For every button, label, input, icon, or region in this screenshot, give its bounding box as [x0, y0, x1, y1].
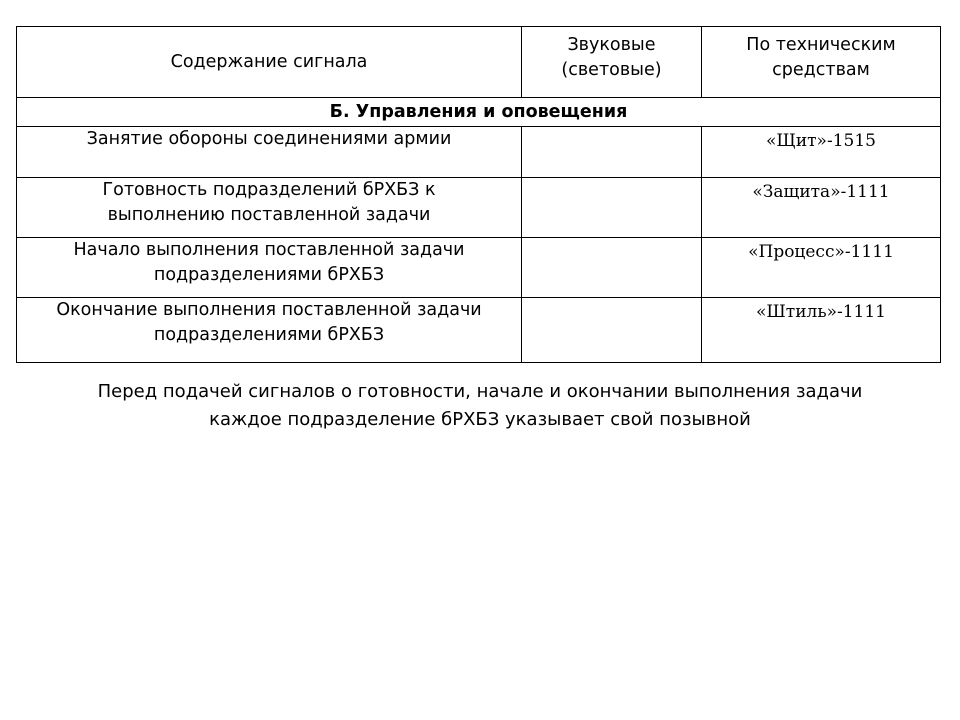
header-tech-line1: По техническим [746, 35, 896, 55]
table-header-row [17, 27, 941, 98]
header-sound-line1: Звуковые [567, 35, 656, 55]
section-row [17, 98, 941, 127]
row-sound [522, 238, 702, 298]
table-row [17, 127, 941, 178]
header-sound-line2: (световые) [561, 60, 662, 80]
signals-table [16, 26, 941, 363]
note-line: Перед подачей сигналов о готовности, начале и окончании выполнения задачи [97, 381, 863, 402]
row-content-line: Готовность подразделений бРХБЗ к [102, 180, 436, 200]
row-sound [522, 298, 702, 363]
row-tech: «Защита»-1111 [702, 178, 941, 238]
row-content-line: Начало выполнения поставленной задачи [73, 240, 465, 260]
row-content-line: Занятие обороны соединениями армии [86, 129, 452, 149]
note-paragraph [30, 378, 930, 434]
row-content [17, 298, 522, 363]
row-sound [522, 178, 702, 238]
row-tech: «Процесс»-1111 [702, 238, 941, 298]
row-tech: «Щит»-1515 [702, 127, 941, 178]
header-sound [522, 27, 702, 98]
row-content [17, 178, 522, 238]
note-line: каждое подразделение бРХБЗ указывает свой позывной [209, 409, 751, 430]
table-row [17, 238, 941, 298]
row-content-line: Окончание выполнения поставленной задачи [56, 300, 482, 320]
table-row [17, 298, 941, 363]
section-title: Б. Управления и оповещения [17, 98, 941, 127]
row-sound [522, 127, 702, 178]
row-content [17, 238, 522, 298]
row-content-line: выполнению поставленной задачи [107, 205, 431, 225]
header-content [17, 27, 522, 98]
header-tech-line2: средствам [772, 60, 870, 80]
header-tech [702, 27, 941, 98]
header-content-label: Содержание сигнала [170, 51, 368, 72]
row-tech: «Штиль»-1111 [702, 298, 941, 363]
row-content-line: подразделениями бРХБЗ [153, 265, 385, 285]
row-content-line: подразделениями бРХБЗ [153, 325, 385, 345]
row-content [17, 127, 522, 178]
table-row [17, 178, 941, 238]
